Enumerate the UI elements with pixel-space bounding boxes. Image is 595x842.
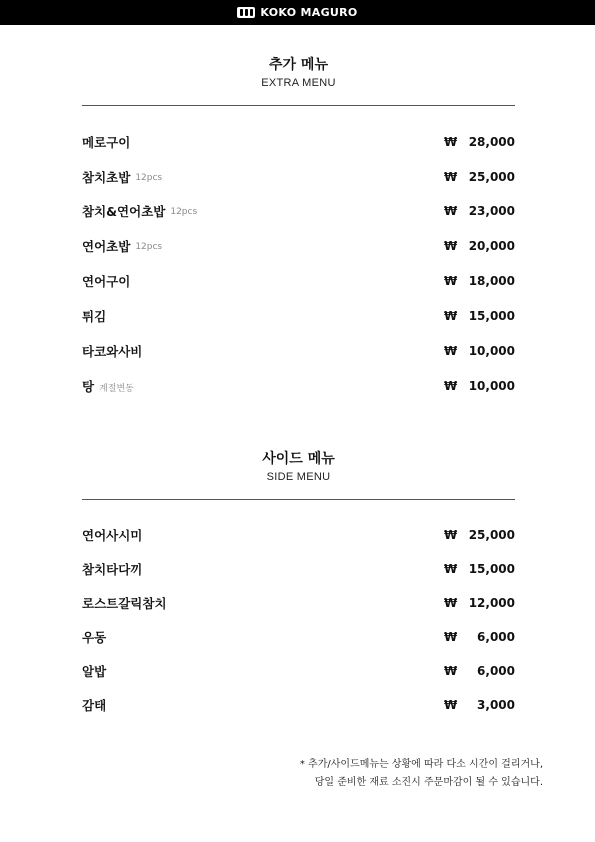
menu-item [82, 376, 515, 396]
menu-item [82, 525, 515, 545]
won-symbol: ₩ [444, 698, 458, 712]
won-symbol: ₩ [444, 664, 458, 678]
menu-item-price: 12,000 [468, 596, 515, 610]
side-menu-subtitle: SIDE MENU [266, 471, 331, 483]
menu-item-price: 23,000 [468, 204, 515, 218]
brand-name: KOKO MAGURO [260, 6, 358, 19]
extra-menu-section [82, 56, 515, 394]
menu-item-price: 6,000 [477, 630, 515, 644]
brand-mark-icon [237, 7, 255, 18]
extra-menu-subtitle: EXTRA MENU [261, 77, 336, 89]
won-symbol: ₩ [444, 630, 458, 644]
menu-item-price: 25,000 [468, 170, 515, 184]
menu-item-name: 로스트갈릭참치 [82, 596, 167, 611]
menu-item-note: 12pcs [135, 242, 163, 252]
menu-item-name: 감태 [82, 698, 107, 713]
menu-item [82, 341, 515, 361]
top-bar [0, 0, 595, 25]
extra-menu-title: 추가 메뉴 [269, 57, 328, 73]
won-symbol: ₩ [444, 344, 458, 358]
menu-item-name: 우동 [82, 630, 107, 645]
footnote [300, 756, 543, 792]
won-symbol: ₩ [444, 379, 458, 393]
won-symbol: ₩ [444, 309, 458, 323]
menu-item-name: 타코와사비 [82, 344, 143, 359]
menu-item [82, 593, 515, 613]
menu-item-price: 10,000 [468, 379, 515, 393]
menu-item [82, 271, 515, 291]
menu-item-name: 참치&연어초밥 [82, 204, 166, 219]
footnote-line: * 추가/사이드메뉴는 상황에 따라 다소 시간이 걸리거나, [299, 759, 543, 770]
menu-item-name: 참치타다끼 [82, 562, 143, 577]
side-menu-section [82, 450, 515, 713]
menu-item [82, 627, 515, 647]
footnote-line: 당일 준비한 재료 소진시 주문마감이 될 수 있습니다. [314, 777, 543, 788]
won-symbol: ₩ [444, 562, 458, 576]
menu-item-price: 15,000 [468, 309, 515, 323]
side-menu-divider [82, 499, 515, 500]
menu-item-price: 15,000 [468, 562, 515, 576]
menu-item [82, 236, 515, 256]
menu-item-note: 12pcs [135, 173, 163, 183]
menu-item [82, 661, 515, 681]
menu-item-name: 연어초밥 [82, 239, 131, 254]
won-symbol: ₩ [444, 204, 458, 218]
menu-item-price: 10,000 [468, 344, 515, 358]
menu-item-name: 튀김 [82, 309, 107, 324]
menu-item-name: 참치초밥 [82, 170, 131, 185]
menu-item-name: 연어사시미 [82, 528, 143, 543]
menu-item [82, 201, 515, 221]
won-symbol: ₩ [444, 528, 458, 542]
menu-item-price: 18,000 [468, 274, 515, 288]
menu-item [82, 559, 515, 579]
menu-item-name: 연어구이 [82, 274, 131, 289]
menu-item-name: 탕 [82, 379, 95, 394]
menu-item-price: 3,000 [477, 698, 515, 712]
won-symbol: ₩ [444, 239, 458, 253]
won-symbol: ₩ [444, 135, 458, 149]
menu-item [82, 306, 515, 326]
side-menu-title: 사이드 메뉴 [262, 451, 335, 467]
won-symbol: ₩ [444, 274, 458, 288]
menu-item-price: 25,000 [468, 528, 515, 542]
menu-item-name: 메로구이 [82, 135, 131, 150]
menu-item-price: 20,000 [468, 239, 515, 253]
menu-item [82, 132, 515, 152]
brand-logo [237, 6, 357, 19]
menu-item-price: 28,000 [468, 135, 515, 149]
menu-item-name: 알밥 [82, 664, 107, 679]
menu-item [82, 167, 515, 187]
menu-item-note: 계절변동 [99, 383, 134, 394]
won-symbol: ₩ [444, 170, 458, 184]
menu-item-note: 12pcs [170, 207, 198, 217]
won-symbol: ₩ [444, 596, 458, 610]
extra-menu-divider [82, 105, 515, 106]
menu-item-price: 6,000 [477, 664, 515, 678]
menu-item [82, 695, 515, 715]
